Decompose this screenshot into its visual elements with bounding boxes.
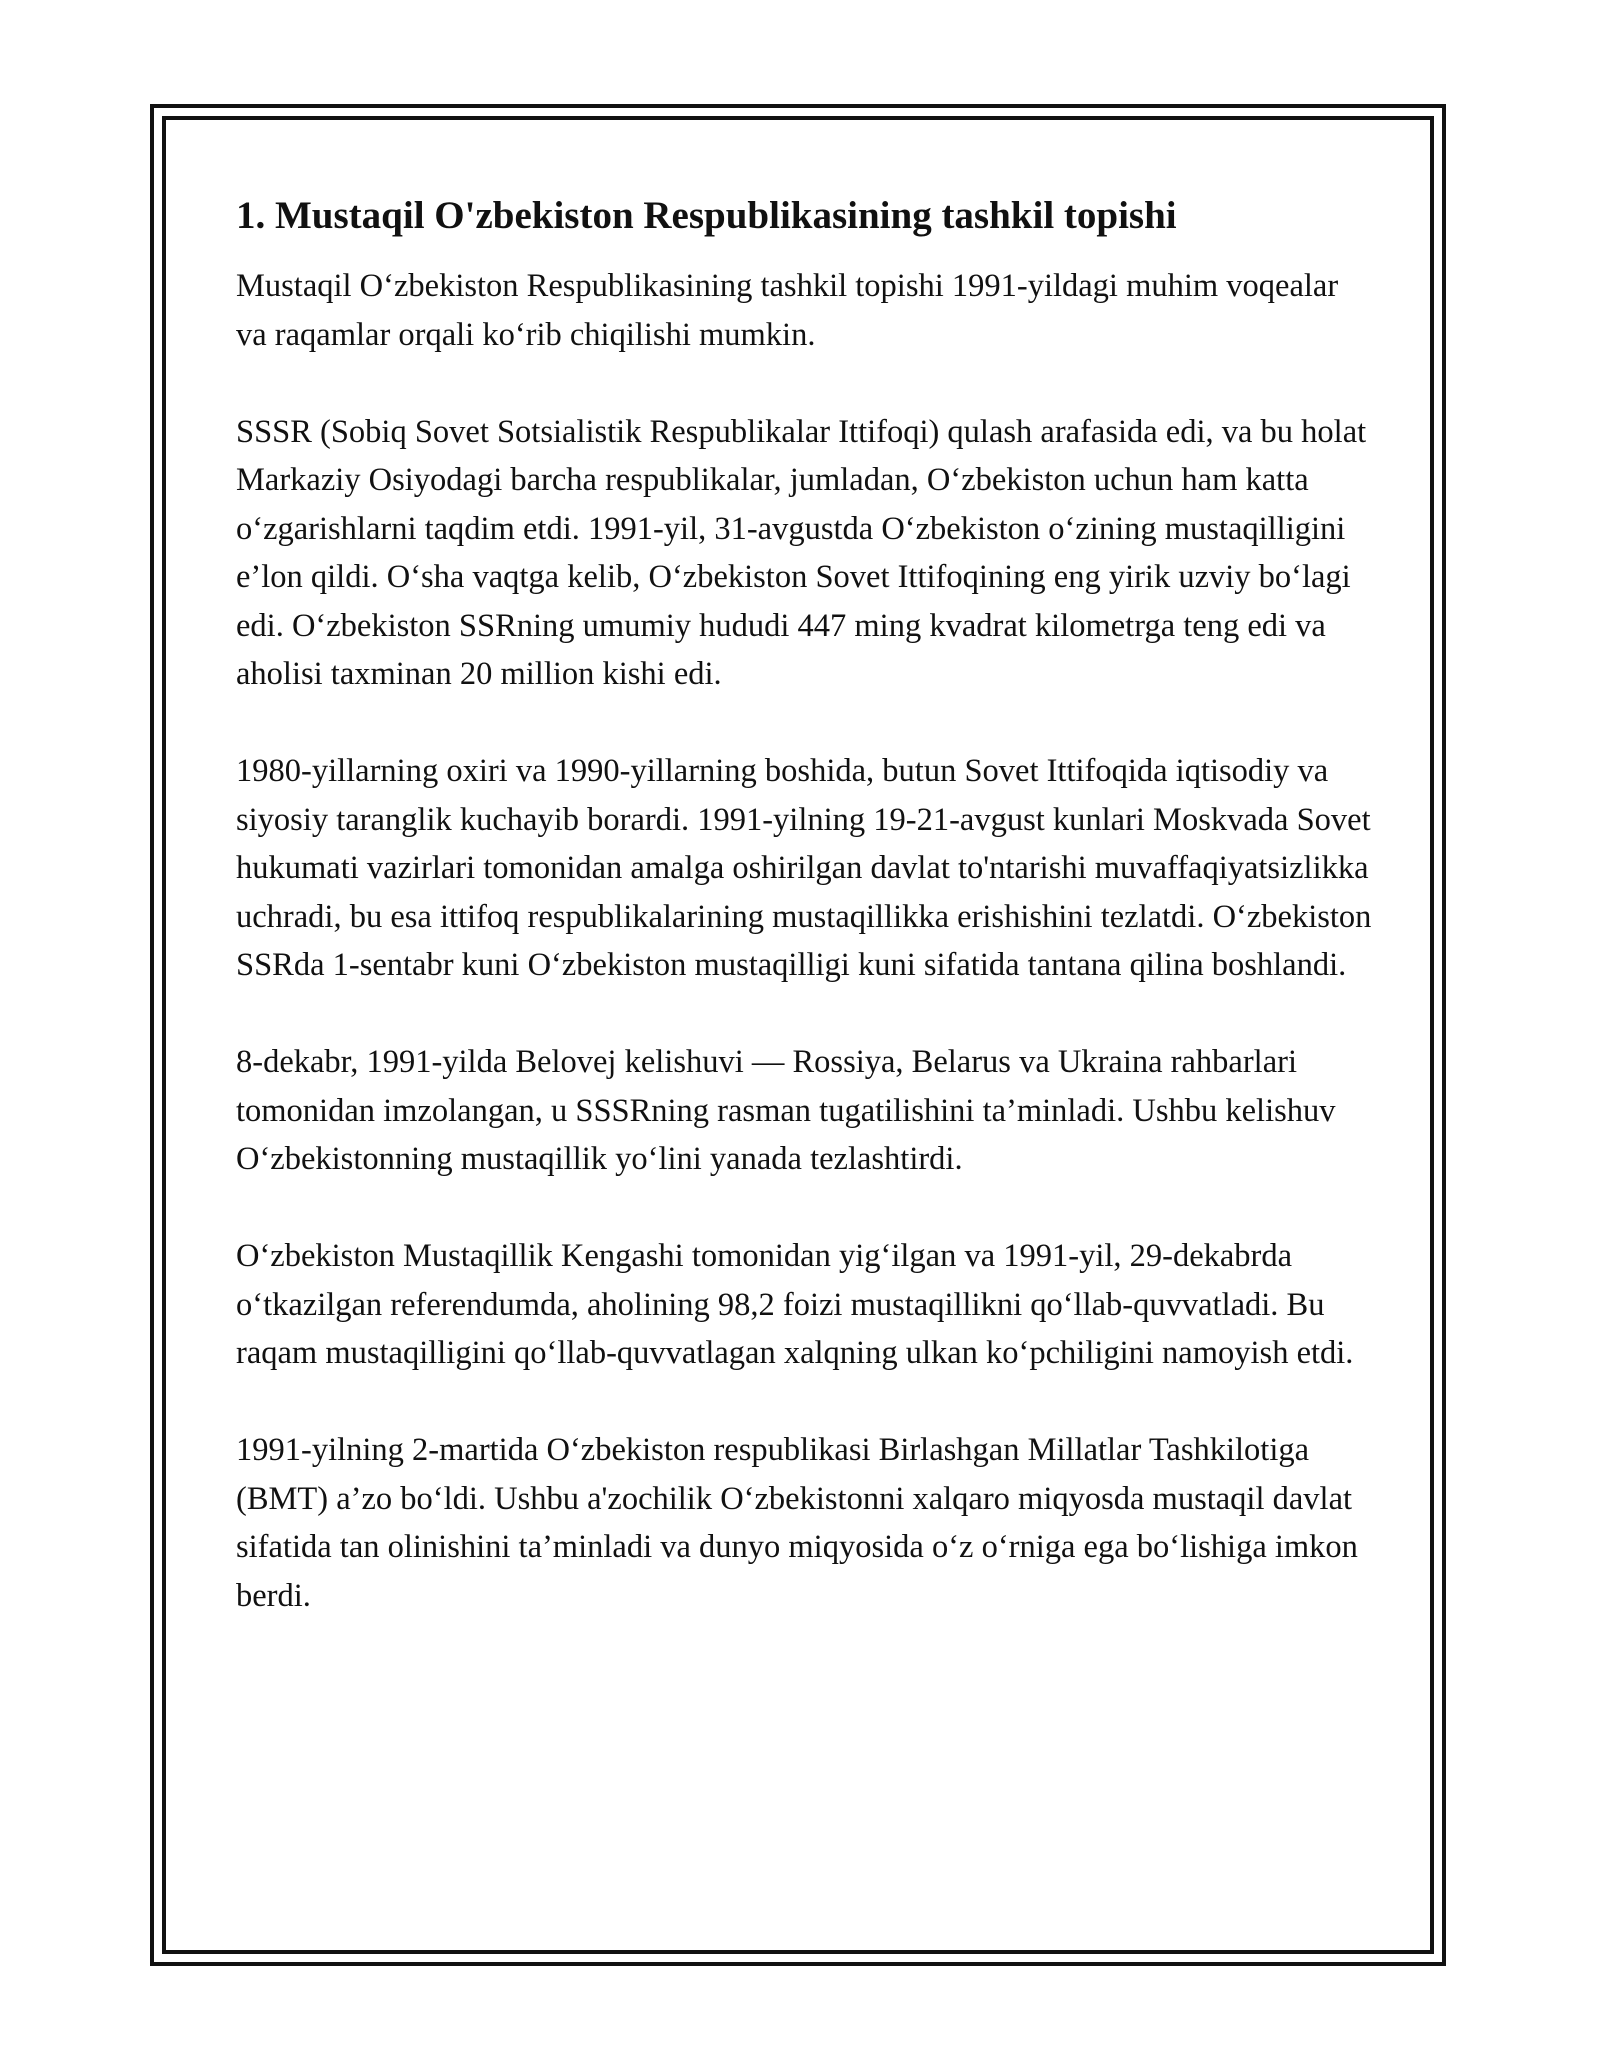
paragraph-referendum: O‘zbekiston Mustaqillik Kengashi tomonidan yig‘ilgan va 1991-yil, 29-dekabrda o‘tkazilgan referendumda, aholining 98,2 foizi mustaqillikni qo‘llab-quvvatladi. Bu raqam mustaqilligini qo‘llab-quvvatlagan xalqning ulkan ko‘pchiligini namoyish etdi. [236,1238,1354,1371]
document-body [236,190,1376,1669]
paragraph-un-membership: 1991-yilning 2-martida O‘zbekiston respublikasi Birlashgan Millatlar Tashkilotiga (BMT) a’zo bo‘ldi. Ushbu a'zochilik O‘zbekistonni xalqaro miqyosda mustaqil davlat sifatida tan olinishini ta’minladi va dunyo miqyosida o‘z o‘rniga ega bo‘lishiga imkon berdi. [236,1432,1358,1614]
paragraph-ussr-collapse: SSSR (Sobiq Sovet Sotsialistik Respublikalar Ittifoqi) qulash arafasida edi, va bu holat Markaziy Osiyodagi barcha respublikalar, jumladan, O‘zbekiston uchun ham katta o‘zgarishlarni taqdim etdi. 1991-yil, 31-avgustda O‘zbekiston o‘zining mustaqilligini e’lon qildi. O‘sha vaqtga kelib, O‘zbekiston Sovet Ittifoqining eng yirik uzviy bo‘lagi edi. O‘zbekiston SSRning umumiy hududi 447 ming kvadrat kilometrga teng edi va aholisi taxminan 20 million kishi edi. [236,413,1367,692]
paragraph-intro: Mustaqil O‘zbekiston Respublikasining tashkil topishi 1991-yildagi muhim voqealar va raqamlar orqali ko‘rib chiqilishi mumkin. [236,268,1339,353]
paragraph-coup: 1980-yillarning oxiri va 1990-yillarning boshida, butun Sovet Ittifoqida iqtisodiy va siyosiy taranglik kuchayib borardi. 1991-yilning 19-21-avgust kunlari Moskvada Sovet hukumati vazirlari tomonidan amalga oshirilgan davlat to'ntarishi muvaffaqiyatsizlikka uchradi, bu esa ittifoq respublikalarining mustaqillikka erishishini tezlatdi. O‘zbekiston SSRda 1-sentabr kuni O‘zbekiston mustaqilligi kuni sifatida tantana qilina boshlandi. [236,753,1372,983]
paragraph-belovezh: 8-dekabr, 1991-yilda Belovej kelishuvi — Rossiya, Belarus va Ukraina rahbarlari tomonidan imzolangan, u SSSRning rasman tugatilishini ta’minladi. Ushbu kelishuv O‘zbekistonning mustaqillik yo‘lini yanada tezlashtirdi. [236,1044,1336,1177]
section-heading: 1. Mustaqil O'zbekiston Respublikasining tashkil topishi [236,194,1177,237]
